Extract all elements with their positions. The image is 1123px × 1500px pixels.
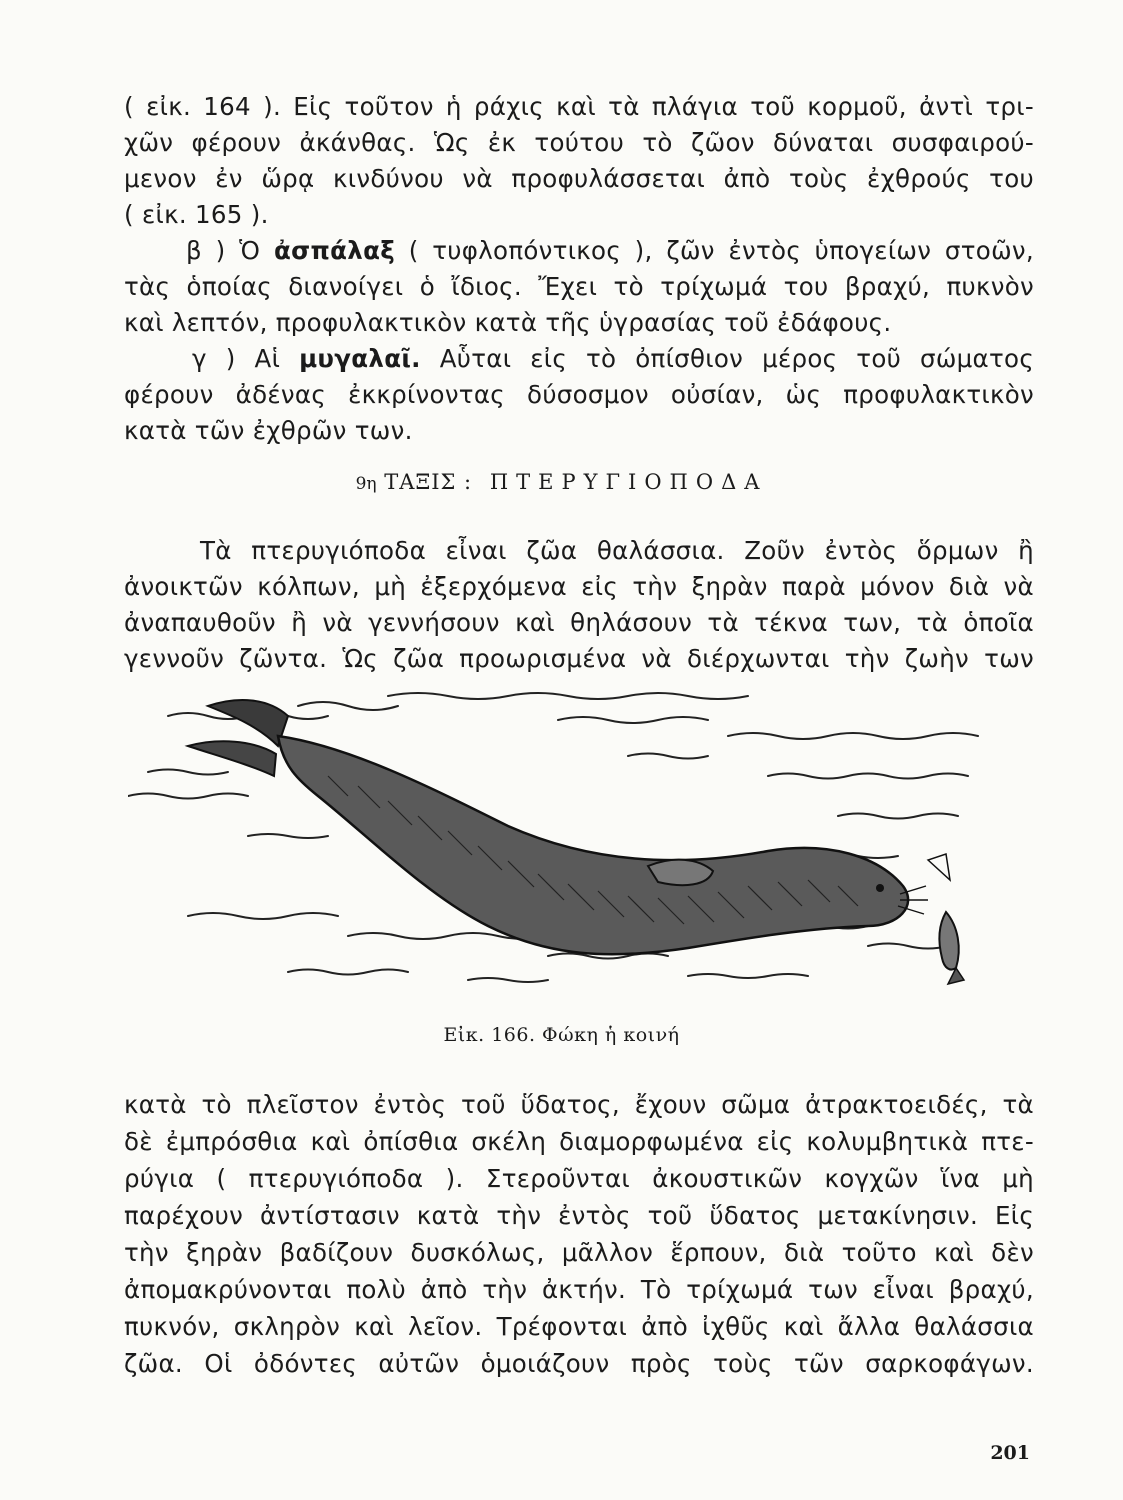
seal-illustration [128,676,1028,988]
text-line: Τὰ πτερυγιόποδα εἶναι ζῶα θαλάσσια. Ζοῦν ἐντὸς ὅρμων ἢ [200,536,1034,565]
text-line: κατὰ τὸ πλεῖστον ἐντὸς τοῦ ὕδατος, ἔχουν σῶμα ἀτρακτοειδές, τὰ [124,1090,1034,1119]
item-b-marker: β ) Ὁ [186,236,274,265]
text-line: τὴν ξηρὰν βαδίζουν δυσκόλως, μᾶλλον ἕρπουν, διὰ τοῦτο καὶ δὲν [124,1238,1034,1267]
text-line: πυκνόν, σκληρὸν καὶ λεῖον. Τρέφονται ἀπὸ ἰχθῦς καὶ ἄλλα θαλάσσια [124,1312,1034,1341]
item-b-line [124,236,1034,266]
item-c-marker: γ ) Αἱ [192,344,300,373]
text-line: τὰς ὁποίας διανοίγει ὁ ἴδιος. Ἔχει τὸ τρίχωμά του βραχύ, πυκνὸν [124,272,1034,301]
heading-title: ΠΤΕΡΥΓΙΟΠΟΔΑ [489,470,768,494]
fish-figure [928,854,964,984]
heading-number: 9η [355,474,377,494]
section-heading [0,470,1123,494]
text-line: δὲ ἐμπρόσθια καὶ ὀπίσθια σκέλη διαμορφωμένα εἰς κολυμβητικὰ πτε- [124,1127,1034,1156]
item-c-rest: Αὗται εἰς τὸ ὀπίσθιον μέρος τοῦ σώματος [420,344,1035,373]
intro-paragraph [124,536,1034,674]
text-line: φέρουν ἀδένας ἐκκρίνοντας δύσοσμον οὐσίαν, ὡς προφυλακτικὸν [124,380,1034,409]
text-line: καὶ λεπτόν, προφυλακτικὸν κατὰ τῆς ὑγρασίας τοῦ ἐδάφους. [124,308,892,337]
body-paragraph [124,1090,1034,1379]
text-line: γεννοῦν ζῶντα. Ὡς ζῶα προωρισμένα νὰ διέρχωνται τὴν ζωὴν των [124,644,1034,673]
text-line: ( εἰκ. 164 ). Εἰς τοῦτον ἡ ράχις καὶ τὰ πλάγια τοῦ κορμοῦ, ἀντὶ τρι- [124,92,1034,121]
text-line: παρέχουν ἀντίστασιν κατὰ τὴν ἐντὸς τοῦ ὕδατος μετακίνησιν. Εἰς [124,1201,1034,1230]
item-c-term: μυγαλαῖ. [299,344,421,373]
page-number: 201 [990,1442,1030,1464]
text-line: ( εἰκ. 165 ). [124,200,269,229]
text-line: χῶν φέρουν ἀκάνθας. Ὡς ἐκ τούτου τὸ ζῶον δύναται συσφαιρού- [124,128,1034,157]
section-top [124,92,1034,446]
text-line: ἀναπαυθοῦν ἢ νὰ γεννήσουν καὶ θηλάσουν τὰ τέκνα των, τὰ ὁποῖα [124,608,1034,637]
item-c-line [124,344,1034,374]
item-b-rest: ( τυφλοπόντικος ), ζῶν ἐντὸς ὑπογείων στοῶν, [395,236,1034,265]
text-line: ἀπομακρύνονται πολὺ ἀπὸ τὴν ἀκτήν. Τὸ τρίχωμά των εἶναι βραχύ, [124,1275,1034,1304]
item-b-term: ἀσπάλαξ [273,236,395,265]
text-line: κατὰ τῶν ἐχθρῶν των. [124,416,413,445]
figure-caption: Εἰκ. 166. Φώκη ἡ κοινή [443,1024,680,1046]
text-line: ρύγια ( πτερυγιόποδα ). Στεροῦνται ἀκουστικῶν κογχῶν ἵνα μὴ [124,1164,1034,1193]
text-line: ἀνοικτῶν κόλπων, μὴ ἐξερχόμενα εἰς τὴν ξηρὰν παρὰ μόνον διὰ νὰ [124,572,1034,601]
text-line: ζῶα. Οἱ ὀδόντες αὐτῶν ὁμοιάζουν πρὸς τοὺς τῶν σαρκοφάγων. [124,1349,1034,1378]
heading-label: ΤΑΞΙΣ : [384,470,473,494]
text-line: μενον ἐν ὥρᾳ κινδύνου νὰ προφυλάσσεται ἀπὸ τοὺς ἐχθρούς του [124,164,1034,193]
